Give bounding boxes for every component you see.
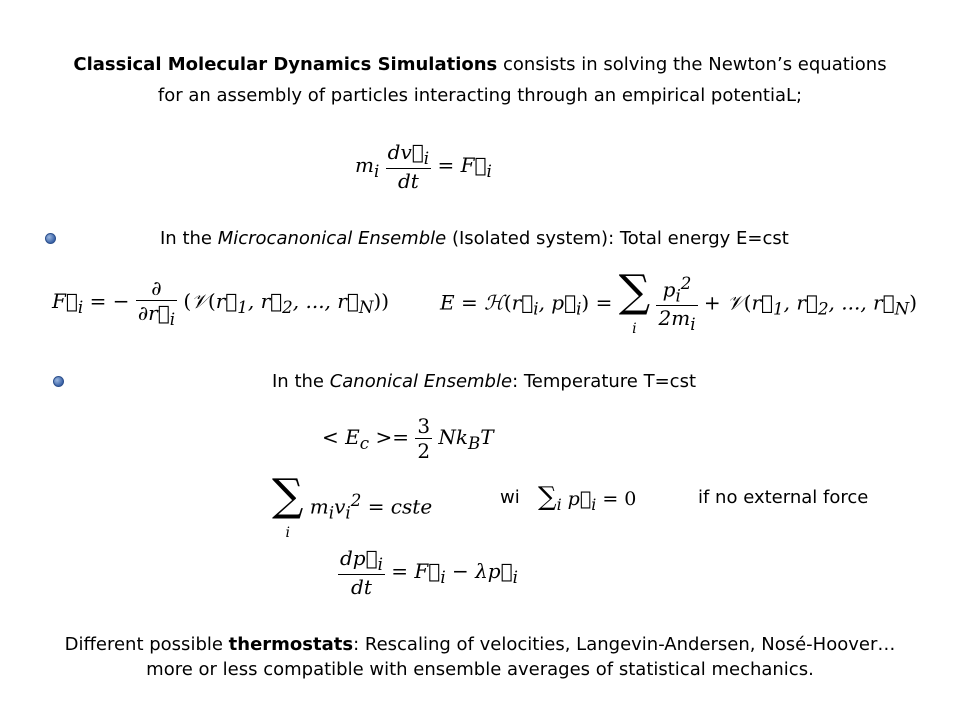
outro-rest: : Rescaling of velocities, Langevin-Andersen, Nosé-Hoover… [353, 634, 896, 655]
with-label: wi [500, 487, 520, 508]
outro-line-2: more or less compatible with ensemble averages of statistical mechanics. [146, 659, 814, 680]
micro-suffix: (Isolated system): Total energy E=cst [446, 228, 789, 249]
equation-newton: $m_i$ $\frac{dv⃗_i}{dt}$ = $F⃗_i$ [355, 140, 492, 193]
bullet-icon [53, 376, 64, 387]
equation-force: $F⃗_i$ = − $\frac{\partial}{\partial r⃗_i}$ ($𝒱(r⃗_1$, $r⃗_2$, ..., $r⃗_N$)) [52, 276, 390, 329]
canonical-heading [272, 371, 696, 392]
canon-prefix: In the [272, 371, 330, 392]
micro-prefix: In the [160, 228, 218, 249]
microcanonical-heading [160, 228, 789, 249]
intro-line-1-rest: consists in solving the Newton’s equations [497, 54, 887, 75]
intro-bold-title: Classical Molecular Dynamics Simulations [73, 54, 498, 75]
equation-sum-p: $\sum_i$ $p⃗_i = 0$ [538, 482, 637, 514]
canon-suffix: : Temperature T=cst [512, 371, 696, 392]
no-external-force-label: if no external force [698, 487, 869, 508]
equation-dpdt: $\frac{dp⃗_i}{dt}$ = $F⃗_i$ − $\lambda p⃗_i$ [340, 546, 518, 599]
canon-ensemble: Canonical Ensemble [329, 371, 513, 392]
intro-line-1 [0, 54, 960, 75]
outro-pre: Different possible [64, 634, 229, 655]
equation-kinetic-energy: < $E_c$ >= $\frac{3}{2}$ $Nk_BT$ [322, 414, 494, 463]
equation-sum-mv2: ∑ i $m_iv_i^2$ = cste [272, 470, 433, 541]
micro-ensemble: Microcanonical Ensemble [217, 228, 447, 249]
equation-energy: $E = ℋ(r⃗_i$, $p⃗_i$) = ∑ i $\frac{p_i^2}{2m_i}$ + $𝒱(r⃗_1$, $r⃗_2$, ..., $r⃗_N$) [440, 266, 918, 337]
bullet-icon [45, 233, 56, 244]
outro-line-1 [0, 634, 960, 655]
outro-bold: thermostats [228, 634, 354, 655]
intro-line-2: for an assembly of particles interacting through an empirical potentiaL; [157, 85, 803, 106]
